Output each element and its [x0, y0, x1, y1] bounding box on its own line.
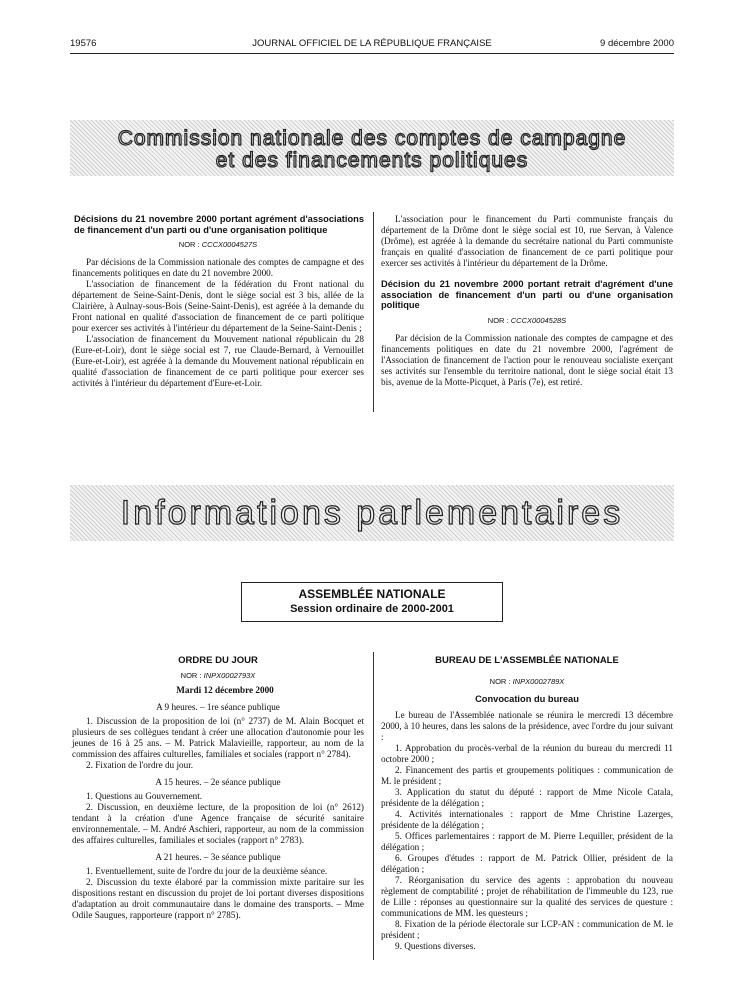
decisions-right-column: [381, 214, 673, 388]
page-number: 19576: [70, 38, 97, 49]
nor-code: INPX0002793X: [203, 671, 256, 680]
nor-code: INPX0002789X: [512, 677, 565, 686]
assembly-box: [241, 582, 503, 622]
decision1-para: L'association de financement du Mouvement national républicain du 28 (Eure-et-Loir), dont le siège social est 7, rue Claude-Bernard, à Vernouillet (Eure-et-Loir), est agréée à la demande du Mouvement national républicain en qualité d'association de financement de ce parti politique pour exercer ses activités à l'intérieur du département d'Eure-et-Loir.: [72, 334, 364, 388]
agenda-nor: [72, 670, 364, 681]
header-rule: [70, 53, 674, 54]
agenda-date: Mardi 12 décembre 2000: [176, 685, 274, 695]
nor-label: NOR :: [489, 677, 511, 686]
commission-banner-line1: Commission nationale des comptes de campagne: [117, 127, 627, 150]
decision2-title: Décision du 21 novembre 2000 portant retrait d'agrément d'une association de financement d'un parti ou d'une organisation politique: [381, 279, 673, 310]
agenda-item: 1. Eventuellement, suite de l'ordre du jour de la deuxième séance.: [86, 866, 328, 876]
decision1-nor: [72, 239, 364, 250]
bureau-intro: Le bureau de l'Assemblée nationale se réunira le mercredi 13 décembre 2000, à 10 heures, dans les salons de la présidence, avec l'ordre du jour suivant :: [381, 710, 673, 742]
bureau-item: 7. Réorganisation du service des agents : approbation du nouveau règlement de comptabilité ; projet de réhabilitation de l'immeuble du 123, rue de Lille : réponses au questionnaire sur la qualité des services de questure : communications de MM. les questeurs ;: [381, 875, 673, 918]
nor-label: NOR :: [180, 671, 202, 680]
agenda-item: 2. Fixation de l'ordre du jour.: [86, 760, 194, 770]
agenda-title: ORDRE DU JOUR: [178, 655, 258, 666]
decision1-para: L'association de financement de la fédération du Front national du département de Seine-Saint-Denis, dont le siège social est 3 bis, allée de la Clairière, à Aulnay-sous-Bois (Seine-Saint-Denis), est agréée à la demande du Front national en qualité d'association de financement de ce parti politique pour exercer ses activités à l'intérieur du département de la Seine-Saint-Denis ;: [72, 279, 364, 333]
decision1-right-para: L'association pour le financement du Parti communiste français du département de la Drôme dont le siège social est 10, rue Servan, à Valence (Drôme), est agréée à la demande du secrétaire national du Parti communiste français en qualité d'association de financement de ce parti politique pour exercer ses activités à l'intérieur du département de la Drôme.: [381, 214, 673, 268]
decision1-title: Décisions du 21 novembre 2000 portant agrément d'associations de financement d'un parti ou d'une organisation politique: [74, 214, 364, 235]
nor-label: NOR :: [178, 240, 200, 249]
nor-code: CCCX0004528S: [510, 315, 567, 325]
bureau-item: 4. Activités internationales : rapport de Mme Christine Lazerges, présidente de la délégation ;: [381, 809, 673, 830]
column-rule: [373, 652, 374, 960]
agenda-item: 1. Questions au Gouvernement.: [86, 791, 203, 801]
session-2-heading: A 15 heures. – 2e séance publique: [155, 777, 281, 787]
bureau-item: 9. Questions diverses.: [395, 941, 476, 951]
commission-banner-line2: et des financements politiques: [215, 149, 529, 172]
bureau-item: 8. Fixation de la période électorale sur LCP-AN : communication de M. le président ;: [381, 919, 673, 940]
decision2-para: Par décision de la Commission nationale des comptes de campagne et des financements politiques en date du 21 novembre 2000, l'agrément de l'Association de financement de l'action pour le renouveau socialiste exerçant ses activités sur l'ensemble du territoire national, dont le siège social était 13 bis, avenue de la Motte-Picquet, à Paris (7e), est retiré.: [381, 332, 673, 387]
bureau-title: BUREAU DE L'ASSEMBLÉE NATIONALE: [435, 655, 619, 666]
bureau-column: [381, 655, 673, 952]
agenda-item: 2. Discussion, en deuxième lecture, de la proposition de loi (n° 2612) tendant à la création d'une Agence française de sécurité sanitaire environnementale. – M. André Aschieri, rapporteur, au nom de la commission des affaires culturelles, familiales et sociales (rapport n° 2783).: [72, 802, 364, 845]
column-rule: [373, 212, 374, 412]
assembly-title: ASSEMBLÉE NATIONALE: [298, 587, 446, 601]
agenda-item: 1. Discussion de la proposition de loi (n° 2737) de M. Alain Bocquet et plusieurs de ses collègues tendant à créer une allocation d'autonomie pour les jeunes de 16 à 25 ans. – M. Patrick Malavieille, rapporteur, au nom de la commission des affaires culturelles, familiales et sociales (rapport n° 2784).: [72, 716, 364, 759]
bureau-item: 2. Financement des partis et groupements politiques : communication de M. le président ;: [381, 765, 673, 786]
decision1-para: Par décisions de la Commission nationale des comptes de campagne et des financements politiques en date du 21 novembre 2000.: [72, 257, 364, 278]
parliament-banner: Informations parlementaires: [70, 485, 674, 541]
session-1-heading: A 9 heures. – 1re séance publique: [156, 702, 280, 712]
agenda-column: [72, 655, 364, 921]
agenda-item: 2. Discussion du texte élaboré par la commission mixte paritaire sur les dispositions restant en discussion du projet de loi portant diverses dispositions d'adaptation au droit communautaire dans le domaine des transports. – Mme Odile Saugues, rapporteure (rapport n° 2785).: [72, 877, 364, 920]
commission-banner: [70, 120, 674, 176]
bureau-item: 6. Groupes d'études : rapport de M. Patrick Ollier, président de la délégation ;: [381, 853, 673, 874]
bureau-subtitle: Convocation du bureau: [475, 694, 579, 704]
session-title: Session ordinaire de 2000-2001: [290, 603, 454, 615]
issue-date: 9 décembre 2000: [600, 38, 674, 49]
bureau-item: 1. Approbation du procès-verbal de la réunion du bureau du mercredi 11 octobre 2000 ;: [381, 743, 673, 764]
bureau-nor: [381, 676, 673, 687]
journal-title: JOURNAL OFFICIEL DE LA RÉPUBLIQUE FRANÇAISE: [252, 38, 492, 49]
decisions-left-column: [72, 214, 364, 389]
bureau-item: 5. Offices parlementaires : rapport de M. Pierre Lequiller, président de la délégation ;: [381, 831, 673, 852]
session-3-heading: A 21 heures. – 3e séance publique: [155, 852, 281, 862]
nor-label: NOR :: [487, 315, 509, 325]
bureau-item: 3. Application du statut du député : rapport de Mme Nicole Catala, présidente de la délégation ;: [381, 787, 673, 808]
page-header: [70, 38, 674, 52]
decision2-nor: [381, 315, 673, 326]
nor-code: CCCX0004527S: [201, 240, 258, 249]
